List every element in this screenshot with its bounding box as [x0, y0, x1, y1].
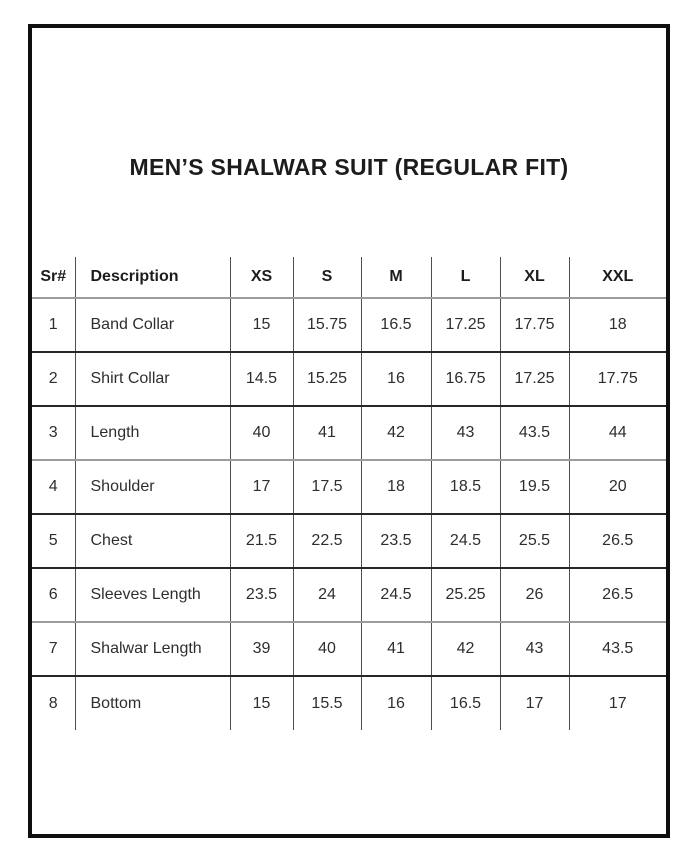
cell-size-value: 41: [361, 622, 431, 676]
cell-size-value: 40: [293, 622, 361, 676]
cell-description: Length: [75, 406, 230, 460]
cell-size-value: 17: [500, 676, 569, 730]
cell-size-value: 26.5: [569, 514, 666, 568]
table-row: [32, 352, 666, 406]
cell-size-value: 24: [293, 568, 361, 622]
column-header-l: L: [431, 257, 500, 298]
cell-size-value: 15: [230, 676, 293, 730]
cell-size-value: 25.25: [431, 568, 500, 622]
cell-description: Shirt Collar: [75, 352, 230, 406]
cell-description: Chest: [75, 514, 230, 568]
cell-size-value: 16.75: [431, 352, 500, 406]
table-row: [32, 460, 666, 514]
cell-size-value: 43.5: [569, 622, 666, 676]
cell-size-value: 39: [230, 622, 293, 676]
cell-size-value: 42: [361, 406, 431, 460]
cell-size-value: 16: [361, 352, 431, 406]
cell-size-value: 42: [431, 622, 500, 676]
cell-size-value: 25.5: [500, 514, 569, 568]
cell-description: Band Collar: [75, 298, 230, 352]
cell-size-value: 21.5: [230, 514, 293, 568]
cell-size-value: 15.5: [293, 676, 361, 730]
cell-size-value: 41: [293, 406, 361, 460]
table-row: [32, 676, 666, 730]
cell-size-value: 17.25: [500, 352, 569, 406]
cell-size-value: 17: [608, 694, 627, 712]
cell-sr: 2: [32, 352, 75, 406]
table-row: [32, 568, 666, 622]
table-row: [32, 298, 666, 352]
table-row: [32, 514, 666, 568]
cell-size-value: 43: [431, 406, 500, 460]
cell-sr: 6: [32, 568, 75, 622]
cell-size-value: 16.5: [431, 676, 500, 730]
cell-sr: 3: [32, 406, 75, 460]
cell-description: Sleeves Length: [75, 568, 230, 622]
cell-size-value: 44: [569, 406, 666, 460]
column-header-s: S: [293, 257, 361, 298]
cell-size-value: 15.75: [293, 298, 361, 352]
column-header-m: M: [361, 257, 431, 298]
cell-size-value: 23.5: [361, 514, 431, 568]
cell-size-value: 19.5: [500, 460, 569, 514]
table-header-row: [32, 257, 666, 298]
cell-size-value: 43.5: [500, 406, 569, 460]
cell-sr: 5: [32, 514, 75, 568]
cell-size-value: 20: [569, 460, 666, 514]
cell-size-value: 24.5: [361, 568, 431, 622]
column-header-xxl: XXL: [569, 257, 666, 298]
cell-size-value: 17: [230, 460, 293, 514]
size-chart-title: MEN’S SHALWAR SUIT (REGULAR FIT): [129, 154, 569, 180]
cell-description: Bottom: [75, 676, 230, 730]
table-header: [32, 257, 666, 298]
cell-size-value: 18: [569, 298, 666, 352]
cell-size-value: 26: [500, 568, 569, 622]
cell-size-value: 23.5: [230, 568, 293, 622]
cell-size-value: 40: [230, 406, 293, 460]
cell-size-value: 26.5: [569, 568, 666, 622]
cell-size-value: 24.5: [431, 514, 500, 568]
cell-size-value: 17.75: [569, 352, 666, 406]
column-header-xs: XS: [230, 257, 293, 298]
size-chart-table: [32, 257, 666, 730]
cell-description: Shoulder: [75, 460, 230, 514]
cell-size-value: 14.5: [230, 352, 293, 406]
cell-size-value: 18: [361, 460, 431, 514]
cell-sr: 8: [32, 676, 75, 730]
column-header-description: Description: [75, 257, 230, 298]
table-row: [32, 406, 666, 460]
cell-size-value: 15.25: [293, 352, 361, 406]
table-row: [32, 622, 666, 676]
cell-sr: 7: [32, 622, 75, 676]
cell-size-value: 18.5: [431, 460, 500, 514]
cell-size-value: 15: [230, 298, 293, 352]
column-header-sr: Sr#: [32, 257, 75, 298]
size-chart-frame: [28, 24, 670, 838]
cell-size-value: 16: [361, 676, 431, 730]
cell-sr: 1: [32, 298, 75, 352]
cell-size-value: 17.5: [293, 460, 361, 514]
cell-description: Shalwar Length: [75, 622, 230, 676]
table-body: [32, 298, 666, 730]
cell-size-value: 17.75: [500, 298, 569, 352]
cell-sr: 4: [32, 460, 75, 514]
cell-size-value: 43: [500, 622, 569, 676]
cell-size-value: 16.5: [361, 298, 431, 352]
cell-size-value: 22.5: [293, 514, 361, 568]
cell-size-value: 17.25: [431, 298, 500, 352]
column-header-xl: XL: [500, 257, 569, 298]
